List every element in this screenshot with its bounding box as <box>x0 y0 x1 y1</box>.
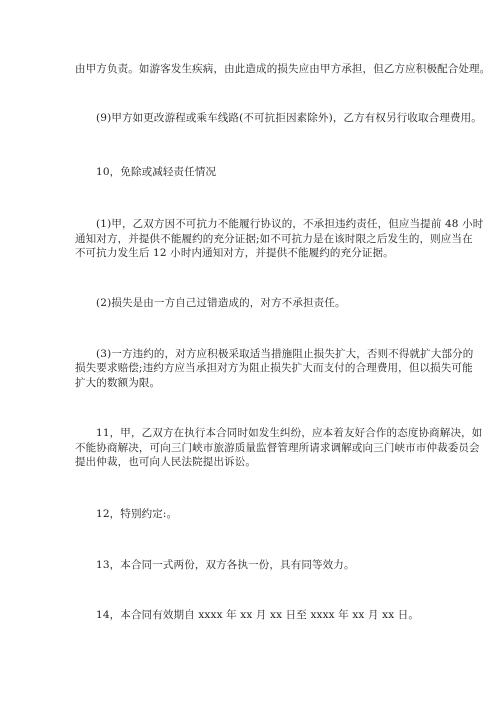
text-line: 提出仲裁，也可向人民法院提出诉讼。 <box>75 456 257 468</box>
text-line: 损失要求赔偿;违约方应当承担对方为阻止损失扩大而支付的合理费用，但以损失可能 <box>75 362 473 374</box>
text-line: 通知对方，并提供不能履约的充分证据;如不可抗力是在该时限之后发生的，则应当在 <box>75 233 473 245</box>
text-line: (1)甲，乙双方因不可抗力不能履行协议的，不承担违约责任，但应当提前 48 小时 <box>96 218 484 230</box>
text-line: (9)甲方如更改游程或乘车线路(不可抗拒因素除外)，乙方有权另行收取合理费用。 <box>96 112 482 124</box>
section-heading: 10，免除或减轻责任情况 <box>96 166 217 178</box>
text-line: 不可抗力发生后 12 小时内通知对方，并提供不能履约的充分证据。 <box>75 247 394 259</box>
text-line: (2)损失是由一方自己过错造成的，对方不承担责任。 <box>96 297 346 309</box>
text-line: 11，甲，乙双方在执行本合同时如发生纠纷，应本着友好合作的态度协商解决，如 <box>96 427 483 439</box>
text-line: 扩大的数额为限。 <box>75 377 161 389</box>
text-line: 不能协商解决，可向三门峡市旅游质量监督管理所请求调解或向三门峡市市仲裁委员会 <box>75 442 480 454</box>
text-line: (3)一方违约的，对方应积极采取适当措施阻止损失扩大，否则不得就扩大部分的 <box>96 348 474 360</box>
text-line: 12，特别约定:。 <box>96 508 178 520</box>
text-line: 14，本合同有效期自 xxxx 年 xx 月 xx 日至 xxxx 年 xx 月 xx 日。 <box>96 609 420 621</box>
text-line: 13，本合同一式两份，双方各执一份，具有同等效力。 <box>96 559 355 571</box>
text-line: 由甲方负责。如游客发生疾病，由此造成的损失应由甲方承担，但乙方应积极配合处理。 <box>75 63 491 75</box>
